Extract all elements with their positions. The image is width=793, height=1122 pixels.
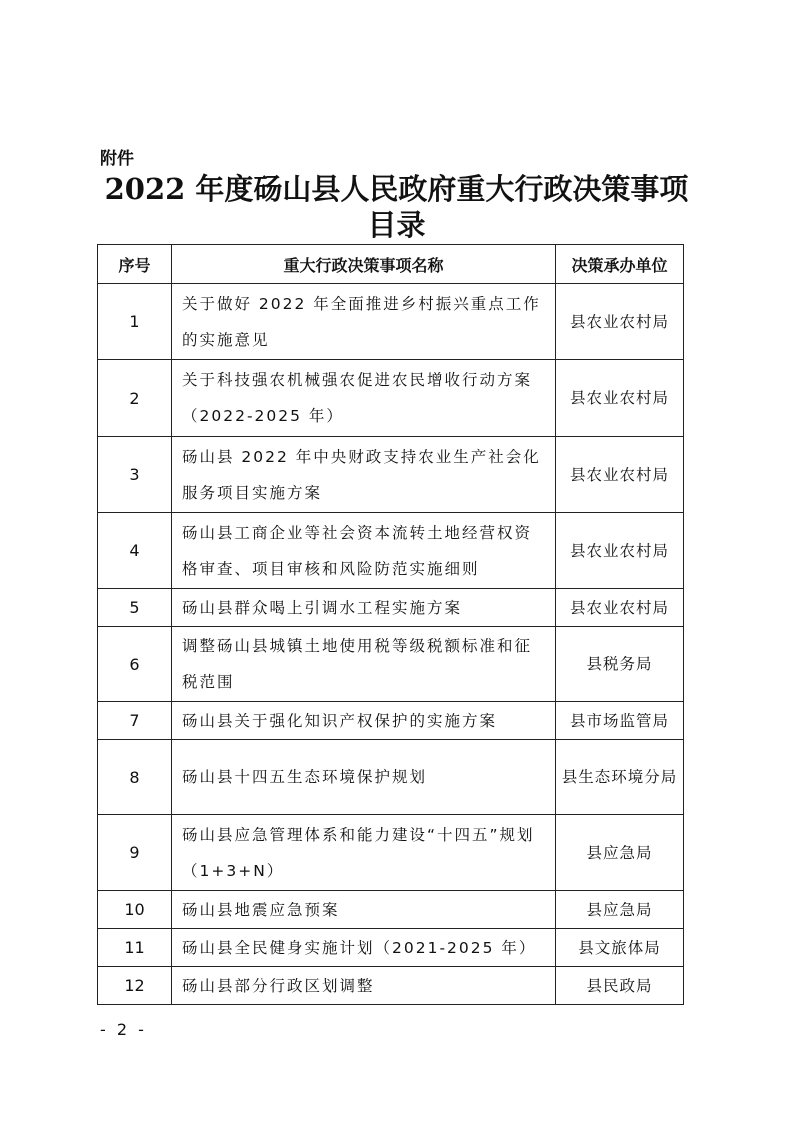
table-row <box>98 815 684 891</box>
responsible-unit: 县市场监管局 <box>556 702 684 740</box>
row-number: 3 <box>98 437 172 513</box>
item-name: 砀山县部分行政区划调整 <box>172 967 556 1005</box>
header-item-name: 重大行政决策事项名称 <box>172 245 556 284</box>
row-number: 1 <box>98 284 172 360</box>
row-number: 7 <box>98 702 172 740</box>
row-number: 8 <box>98 740 172 815</box>
header-responsible-unit: 决策承办单位 <box>556 245 684 284</box>
item-name: 砀山县全民健身实施计划（2021-2025 年） <box>172 929 556 967</box>
row-number: 4 <box>98 513 172 589</box>
item-name: 砀山县工商企业等社会资本流转土地经营权资格审查、项目审核和风险防范实施细则 <box>172 513 556 589</box>
item-name: 关于科技强农机械强农促进农民增收行动方案（2022-2025 年） <box>172 360 556 437</box>
document-title-line1: 2022 年度砀山县人民政府重大行政决策事项 <box>104 172 689 206</box>
row-number: 2 <box>98 360 172 437</box>
responsible-unit: 县民政局 <box>556 967 684 1005</box>
item-name: 砀山县应急管理体系和能力建设“十四五”规划（1+3+N） <box>172 815 556 891</box>
table-row <box>98 437 684 513</box>
responsible-unit: 县农业农村局 <box>556 360 684 437</box>
item-name: 砀山县地震应急预案 <box>172 891 556 929</box>
table-row <box>98 702 684 740</box>
row-number: 5 <box>98 589 172 627</box>
table-row <box>98 627 684 702</box>
table-row <box>98 929 684 967</box>
row-number: 10 <box>98 891 172 929</box>
responsible-unit: 县应急局 <box>556 891 684 929</box>
table-header-row <box>98 245 684 284</box>
attachment-label: 附件 <box>100 149 134 169</box>
header-serial-number: 序号 <box>98 245 172 284</box>
page-number: - 2 - <box>100 1020 147 1039</box>
table-row <box>98 740 684 815</box>
table-row <box>98 284 684 360</box>
table-row <box>98 513 684 589</box>
table-row <box>98 360 684 437</box>
item-name: 砀山县关于强化知识产权保护的实施方案 <box>172 702 556 740</box>
item-name: 砀山县十四五生态环境保护规划 <box>172 740 556 815</box>
responsible-unit: 县农业农村局 <box>556 284 684 360</box>
row-number: 6 <box>98 627 172 702</box>
table-row <box>98 589 684 627</box>
document-title-line2: 目录 <box>367 208 426 242</box>
decision-items-table <box>97 244 684 1005</box>
row-number: 9 <box>98 815 172 891</box>
responsible-unit: 县农业农村局 <box>556 589 684 627</box>
row-number: 12 <box>98 967 172 1005</box>
table-row <box>98 891 684 929</box>
responsible-unit: 县农业农村局 <box>556 513 684 589</box>
responsible-unit: 县生态环境分局 <box>556 740 684 815</box>
item-name: 砀山县 2022 年中央财政支持农业生产社会化服务项目实施方案 <box>172 437 556 513</box>
responsible-unit: 县应急局 <box>556 815 684 891</box>
row-number: 11 <box>98 929 172 967</box>
item-name: 砀山县群众喝上引调水工程实施方案 <box>172 589 556 627</box>
responsible-unit: 县税务局 <box>556 627 684 702</box>
responsible-unit: 县农业农村局 <box>556 437 684 513</box>
table-row <box>98 967 684 1005</box>
item-name: 调整砀山县城镇土地使用税等级税额标准和征税范围 <box>172 627 556 702</box>
item-name: 关于做好 2022 年全面推进乡村振兴重点工作的实施意见 <box>172 284 556 360</box>
responsible-unit: 县文旅体局 <box>556 929 684 967</box>
